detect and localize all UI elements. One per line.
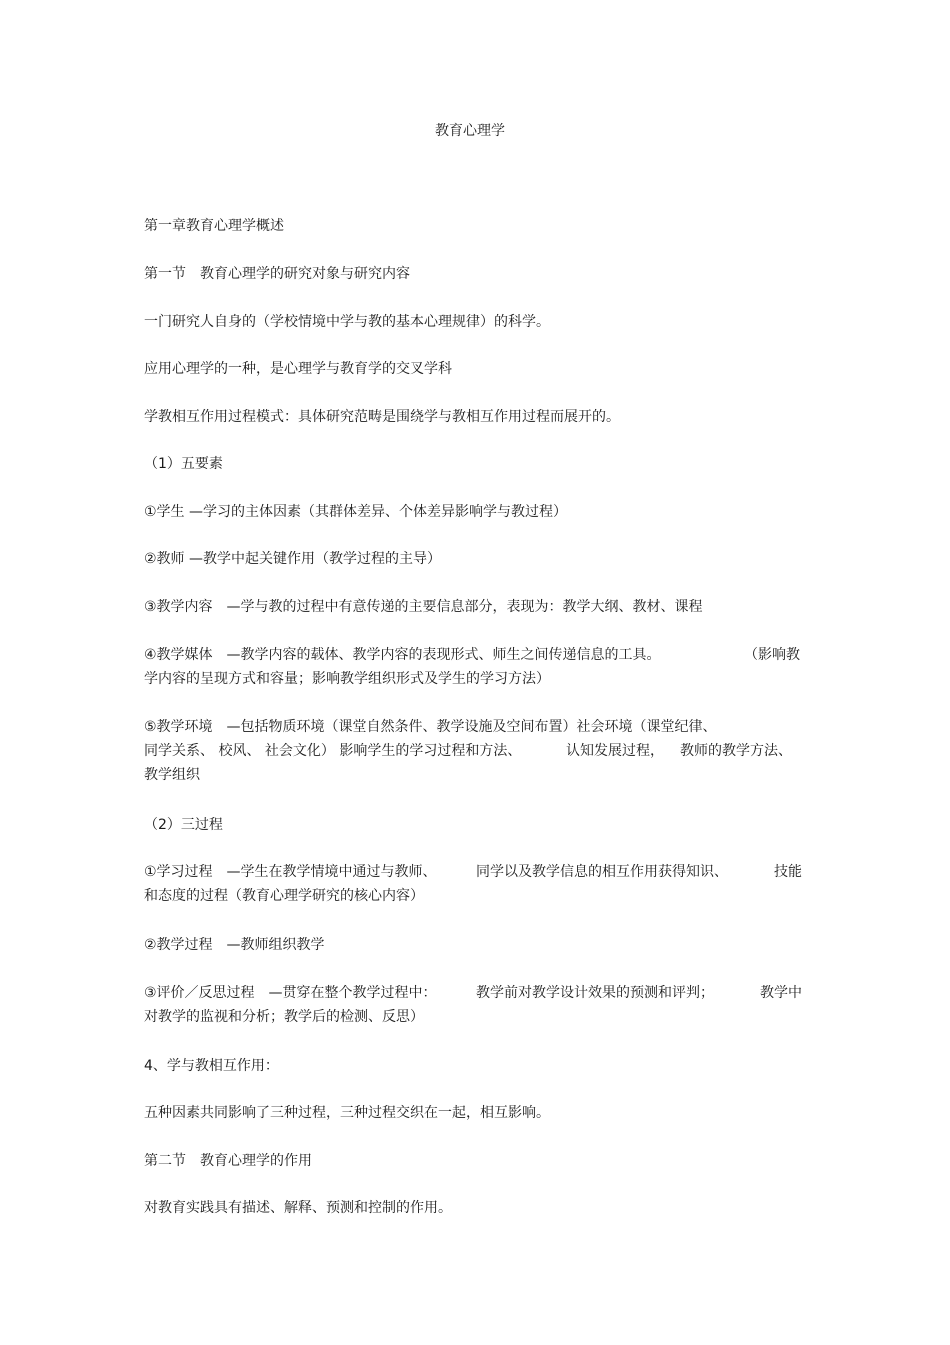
element-content: ③教学内容 —学与教的过程中有意传递的主要信息部分，表现为：教学大纲、教材、课程 [144,599,703,615]
element-environment [144,715,806,787]
element-media-text-1: ④教学媒体 —教学内容的载体、教学内容的表现形式、师生之间传递信息的工具。 [144,647,661,663]
process-learning-text-1: ①学习过程 —学生在教学情境中通过与教师、 [144,864,437,880]
element-environment-text-4: 教师的教学方法、 [680,743,792,759]
interaction-heading: 4、学与教相互作用： [144,1058,279,1074]
interaction-model-paragraph: 学教相互作用过程模式：具体研究范畴是围绕学与教相互作用过程而展开的。 [144,409,620,425]
element-teacher: ②教师 —教学中起关键作用（教学过程的主导） [144,551,441,567]
three-processes-heading: （2）三过程 [144,817,223,833]
interaction-paragraph: 五种因素共同影响了三种过程，三种过程交织在一起，相互影响。 [144,1105,550,1121]
element-environment-text-3: 认知发展过程， [566,743,664,759]
process-learning-text-2: 同学以及教学信息的相互作用获得知识、 [476,864,728,880]
document-title: 教育心理学 [435,123,505,139]
applied-psychology-paragraph: 应用心理学的一种，是心理学与教育学的交叉学科 [144,361,452,377]
process-teaching: ②教学过程 —教师组织教学 [144,937,325,953]
element-environment-text-2: 同学关系、 校风、 社会文化） 影响学生的学习过程和方法、 [144,743,522,759]
element-media-text-3: 学内容的呈现方式和容量；影响教学组织形式及学生的学习方法） [144,671,550,687]
process-evaluation [144,981,806,1029]
function-paragraph: 对教育实践具有描述、解释、预测和控制的作用。 [144,1200,452,1216]
section-heading-1: 第一节 教育心理学的研究对象与研究内容 [144,266,410,282]
element-media [144,643,806,691]
process-evaluation-text-4: 对教学的监视和分析；教学后的检测、反思） [144,1009,424,1025]
section-heading-2: 第二节 教育心理学的作用 [144,1153,312,1169]
process-evaluation-text-3: 教学中 [760,985,802,1001]
element-student: ①学生 —学习的主体因素（其群体差异、个体差异影响学与教过程） [144,504,567,520]
element-media-text-2: （影响教 [744,647,800,663]
process-learning-text-4: 和态度的过程（教育心理学研究的核心内容） [144,888,424,904]
process-evaluation-text-2: 教学前对教学设计效果的预测和评判； [476,985,714,1001]
process-evaluation-text-1: ③评价／反思过程 —贯穿在整个教学过程中： [144,985,437,1001]
chapter-heading: 第一章教育心理学概述 [144,218,284,234]
five-elements-heading: （1）五要素 [144,456,223,472]
process-learning-text-3: 技能 [774,864,802,880]
process-learning [144,860,806,908]
element-environment-text-5: 教学组织 [144,767,200,783]
definition-paragraph: 一门研究人自身的（学校情境中学与教的基本心理规律）的科学。 [144,314,550,330]
element-environment-text-1: ⑤教学环境 —包括物质环境（课堂自然条件、教学设施及空间布置）社会环境（课堂纪律、 [144,719,717,735]
